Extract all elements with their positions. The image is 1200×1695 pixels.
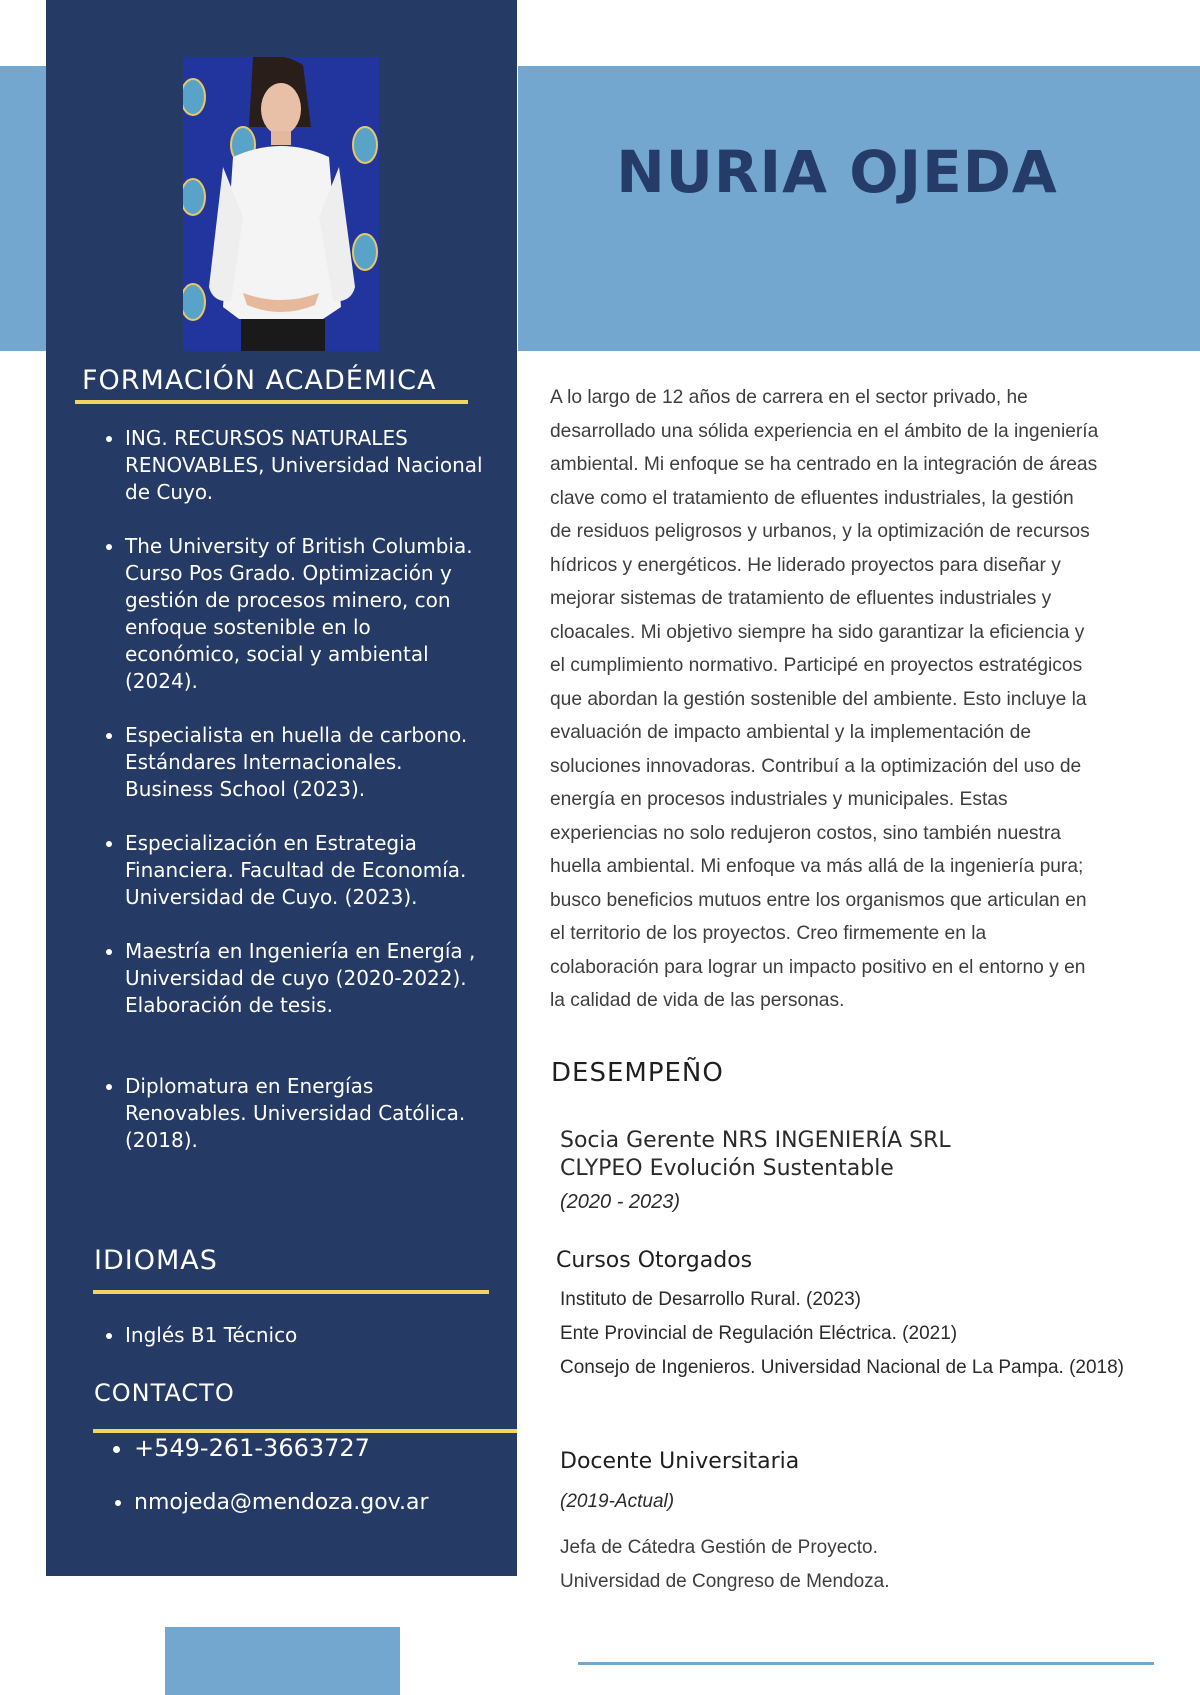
education-item: • Especialista en huella de carbono. Estándares Internacionales. Business School (2023). (125, 722, 491, 803)
job2-period: (2019-Actual) (560, 1491, 675, 1512)
education-title: FORMACIÓN ACADÉMICA (82, 365, 437, 396)
course-item: Ente Provincial de Regulación Eléctrica. (2021) (560, 1323, 958, 1344)
education-item: • The University of British Columbia. Curso Pos Grado. Optimización y gestión de procesos minero, con enfoque sostenible en lo económico, social y ambiental (2024). (125, 533, 491, 695)
course-item: Consejo de Ingenieros. Universidad Nacional de La Pampa. (2018) (560, 1357, 1125, 1378)
profile-photo-illustration (183, 57, 379, 351)
courses-title: Cursos Otorgados (556, 1248, 753, 1273)
education-item: • Especialización en Estrategia Financiera. Facultad de Economía. Universidad de Cuyo. (2023). (125, 830, 491, 911)
contact-phone[interactable]: • +549-261-3663727 (134, 1430, 534, 1466)
education-item: • ING. RECURSOS NATURALES RENOVABLES, Universidad Nacional de Cuyo. (125, 425, 491, 506)
footer-block (165, 1627, 400, 1695)
education-title-underline (75, 400, 468, 404)
contact-list (104, 1430, 534, 1521)
language-item: • Inglés B1 Técnico (125, 1322, 491, 1349)
languages-title: IDIOMAS (94, 1245, 218, 1276)
education-item: • Diplomatura en Energías Renovables. Universidad Católica. (2018). (125, 1073, 491, 1154)
languages-title-underline (93, 1290, 489, 1294)
header-band-left (0, 66, 46, 351)
education-list (95, 425, 491, 1154)
profile-photo (183, 57, 379, 351)
course-item: Instituto de Desarrollo Rural. (2023) (560, 1289, 861, 1310)
contact-title: CONTACTO (94, 1379, 235, 1407)
footer-line (578, 1662, 1154, 1665)
job1-period: (2020 - 2023) (560, 1191, 681, 1213)
job1-company: CLYPEO Evolución Sustentable (560, 1156, 894, 1181)
contact-email[interactable]: • nmojeda@mendoza.gov.ar (134, 1485, 534, 1521)
sidebar (46, 0, 517, 1576)
job2-title: Docente Universitaria (560, 1449, 800, 1474)
job2-institution: Universidad de Congreso de Mendoza. (560, 1571, 890, 1592)
profile-summary: A lo largo de 12 años de carrera en el sector privado, he desarrollado una sólida experiencia en el ámbito de la ingeniería ambiental. Mi enfoque se ha centrado en la integración de áreas clave como el tratamiento de efluentes industriales, la gestión de residuos peligrosos y urbanos, y la optimización de recursos hídricos y energéticos. He liderado proyectos para diseñar y mejorar sistemas de tratamiento de efluentes industriales y cloacales. Mi objetivo siempre ha sido garantizar la eficiencia y el cumplimiento normativo. Participé en proyectos estratégicos que abordan la gestión sostenible del ambiente. Esto incluye la evaluación de impacto ambiental y la implementación de soluciones innovadoras. Contribuí a la optimización del uso de energía en procesos industriales y municipales. Estas experiencias no solo redujeron costos, sino también nuestra huella ambiental. Mi enfoque va más allá de la ingeniería pura; busco beneficios mutuos entre los organismos que articulan en el territorio de los proyectos. Creo firmemente en la colaboración para lograr un impacto positivo en el entorno y en la calidad de vida de las personas. (550, 387, 1099, 1011)
job2-role: Jefa de Cátedra Gestión de Proyecto. (560, 1537, 878, 1558)
performance-title: DESEMPEÑO (551, 1058, 724, 1088)
job1-title: Socia Gerente NRS INGENIERÍA SRL (560, 1128, 951, 1153)
header-band-right (518, 66, 1200, 351)
candidate-name: NURIA OJEDA (616, 138, 1058, 206)
education-item: • Maestría en Ingeniería en Energía , Universidad de cuyo (2020-2022). Elaboración de tesis. (125, 938, 491, 1019)
languages-list (95, 1322, 491, 1349)
